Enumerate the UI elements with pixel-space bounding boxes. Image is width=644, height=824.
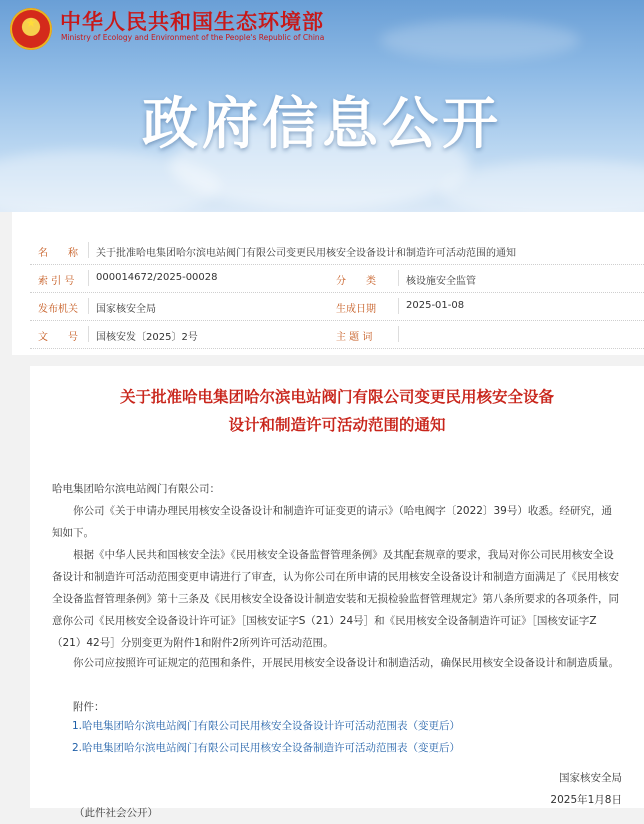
salutation: 哈电集团哈尔滨电站阀门有限公司：	[52, 483, 220, 495]
category-value: 核设施安全监管	[406, 276, 476, 287]
sign-date: 2025年1月8日	[550, 794, 622, 806]
attachment-link-1[interactable]: 1.哈电集团哈尔滨电站阀门有限公司民用核安全设备设计许可活动范围表（变更后）	[72, 720, 461, 732]
divider	[88, 298, 89, 314]
paragraph-3: 你公司应按照许可证规定的范围和条件，开展民用核安全设备设计和制造活动，确保民用核安全设备设计和制造质量。	[73, 657, 619, 669]
attachments-label: 附件：	[73, 701, 105, 713]
national-emblem-icon[interactable]: ★	[10, 8, 52, 50]
meta-row-docno	[30, 320, 644, 349]
divider	[88, 270, 89, 286]
divider	[398, 326, 399, 342]
document-title-line1: 关于批准哈电集团哈尔滨电站阀门有限公司变更民用核安全设备	[119, 388, 554, 406]
paragraph-2: 根据《中华人民共和国核安全法》《民用核安全设备监督管理条例》及其配套规章的要求，我局对你公司民用核安全设备设计和制造许可活动范围变更申请进行了审查，认为你公司在所申请的民用核安全设备设计和制造方面满足了《民用核安全设备监督管理条例》第十三条及《民用核安全设备设计制造安装和无损检验监督管理规定》第八条所要求的各项条件，同意你公司《民用核安全设备设计许可证》［国核安证字S（21）24号］和《民用核安全设备制造许可证》［国核安证字Z（21）42号］分别变更为附件1和附件2所列许可活动范围。	[52, 549, 619, 649]
docno-label: 文 号	[38, 332, 78, 343]
document-title-line2: 设计和制造许可活动范围的通知	[228, 416, 446, 434]
divider	[88, 242, 89, 258]
attachment-link-2[interactable]: 2.哈电集团哈尔滨电站阀门有限公司民用核安全设备制造许可活动范围表（变更后）	[72, 742, 461, 754]
index-label: 索 引 号	[38, 276, 75, 287]
date-label: 生成日期	[336, 304, 376, 315]
divider	[398, 270, 399, 286]
signer: 国家核安全局	[559, 772, 622, 784]
ministry-name-en: Ministry of Ecology and Environment of the People's Republic of China	[61, 33, 325, 42]
metadata-panel	[12, 212, 644, 355]
category-label: 分 类	[336, 276, 376, 287]
paragraph-1: 你公司《关于申请办理民用核安全设备设计和制造许可证变更的请示》（哈电阀字〔2022〕39号）收悉。经研究，通知如下。	[52, 505, 612, 539]
divider	[398, 298, 399, 314]
date-value: 2025-01-08	[406, 300, 465, 311]
footer-note: （此件社会公开）	[74, 807, 158, 819]
document-body	[30, 366, 644, 819]
cloud-decoration	[380, 20, 580, 60]
issuer-label: 发布机关	[38, 304, 78, 315]
banner-title: 政府信息公开	[142, 92, 502, 157]
divider	[88, 326, 89, 342]
cloud-decoration	[440, 160, 644, 212]
ministry-name-cn[interactable]: 中华人民共和国生态环境部	[60, 10, 324, 34]
header-banner	[0, 0, 644, 212]
name-label: 名 称	[38, 248, 78, 259]
meta-row-name	[30, 236, 644, 265]
subject-label: 主 题 词	[336, 332, 373, 343]
meta-row-index	[30, 264, 644, 293]
meta-row-issuer	[30, 292, 644, 321]
docno-value: 国核安发〔2025〕2号	[96, 332, 198, 343]
issuer-value: 国家核安全局	[96, 304, 156, 315]
index-value: 000014672/2025-00028	[96, 272, 218, 283]
name-value: 关于批准哈电集团哈尔滨电站阀门有限公司变更民用核安全设备设计和制造许可活动范围的通知	[96, 248, 516, 259]
